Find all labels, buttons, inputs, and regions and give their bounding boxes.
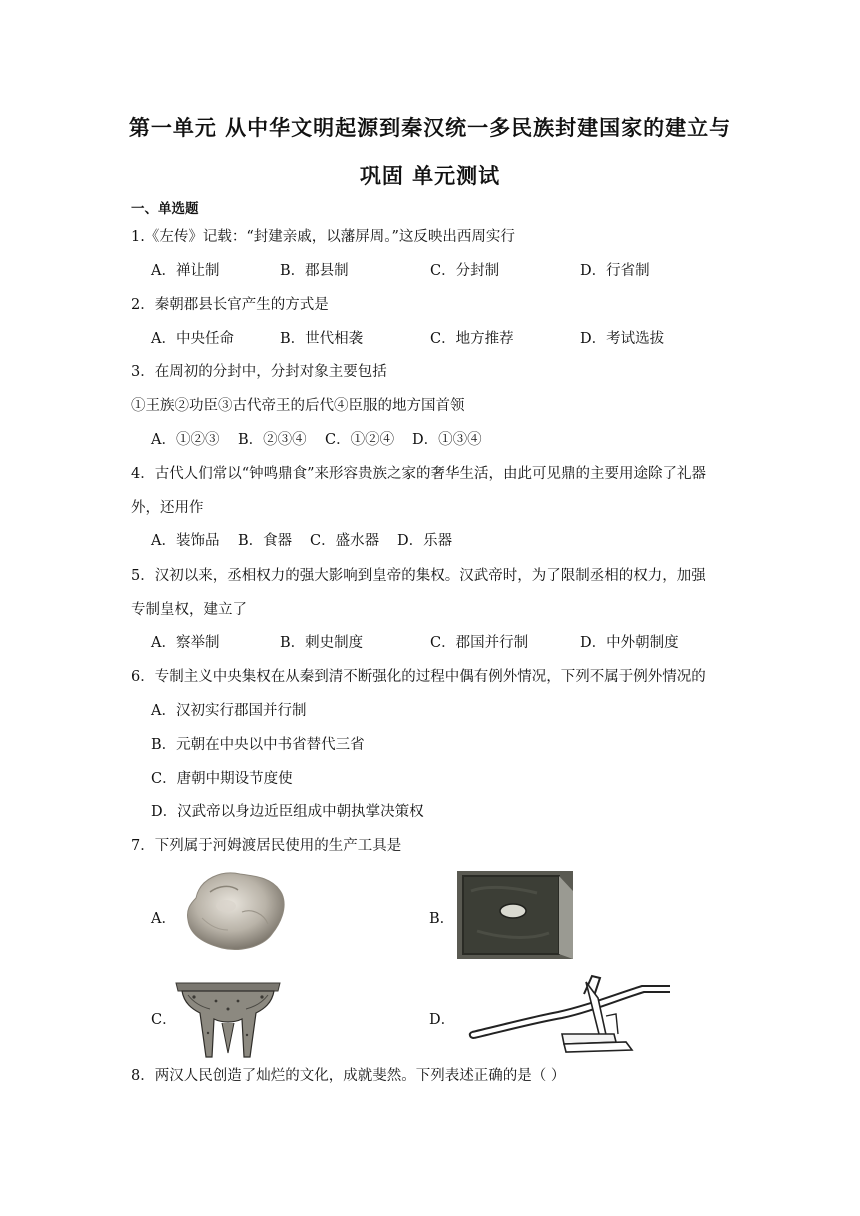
question-1-stem: 1.《左传》记载：“封建亲戚，以藩屏周。”这反映出西周实行 <box>131 229 515 245</box>
question-4-option-d[interactable]: D．乐器 <box>397 533 453 549</box>
question-6-option-b[interactable]: B．元朝在中央以中书省替代三省 <box>151 737 365 753</box>
question-1-option-b[interactable]: B．郡县制 <box>280 263 349 279</box>
question-7-option-a[interactable]: A． <box>151 911 176 927</box>
question-5-option-a[interactable]: A．察举制 <box>151 635 220 651</box>
page-title-line-2: 巩固 单元测试 <box>359 164 501 188</box>
page-title-line-1: 第一单元 从中华文明起源到秦汉统一多民族封建国家的建立与 <box>128 116 732 140</box>
question-4-option-a[interactable]: A．装饰品 <box>151 533 220 549</box>
question-5-stem-line-2: 专制皇权，建立了 <box>131 602 247 618</box>
question-8-stem: 8．两汉人民创造了灿烂的文化，成就斐然。下列表述正确的是（ ） <box>131 1068 566 1084</box>
question-1-option-a[interactable]: A．禅让制 <box>151 263 220 279</box>
question-7-stem: 7．下列属于河姆渡居民使用的生产工具是 <box>131 838 402 854</box>
question-6-stem: 6．专制主义中央集权在从秦到清不断强化的过程中偶有例外情况，下列不属于例外情况的 <box>131 669 706 685</box>
question-4-option-c[interactable]: C．盛水器 <box>310 533 380 549</box>
question-5-option-c[interactable]: C．郡国并行制 <box>430 635 529 651</box>
question-3-stem-line-2: ①王族②功臣③古代帝王的后代④臣服的地方国首领 <box>131 398 465 414</box>
question-5-option-b[interactable]: B．刺史制度 <box>280 635 364 651</box>
question-2-option-c[interactable]: C．地方推荐 <box>430 331 514 347</box>
question-3-option-a[interactable]: A．①②③ <box>151 432 220 448</box>
question-3-stem: 3．在周初的分封中，分封对象主要包括 <box>131 364 387 380</box>
plough-image[interactable] <box>466 972 672 1064</box>
question-4-stem-line-2: 外，还用作 <box>131 500 204 516</box>
question-3-option-d[interactable]: D．①③④ <box>412 432 482 448</box>
stone-tool-image[interactable] <box>182 868 290 954</box>
question-4-option-b[interactable]: B．食器 <box>238 533 293 549</box>
question-7-option-c[interactable]: C． <box>151 1012 177 1028</box>
question-5-stem: 5．汉初以来，丞相权力的强大影响到皇帝的集权。汉武帝时，为了限制丞相的权力，加强 <box>131 568 706 584</box>
question-1-option-c[interactable]: C．分封制 <box>430 263 500 279</box>
question-2-option-d[interactable]: D．考试选拔 <box>580 331 665 347</box>
jade-disc-image[interactable] <box>457 871 573 959</box>
question-5-option-d[interactable]: D．中外朝制度 <box>580 635 679 651</box>
question-3-option-b[interactable]: B．②③④ <box>238 432 307 448</box>
question-6-option-d[interactable]: D．汉武帝以身边近臣组成中朝执掌决策权 <box>151 804 424 820</box>
question-3-option-c[interactable]: C．①②④ <box>325 432 395 448</box>
question-7-option-d[interactable]: D． <box>429 1012 456 1028</box>
question-4-stem: 4．古代人们常以“钟鸣鼎食”来形容贵族之家的奢华生活，由此可见鼎的主要用途除了礼器 <box>131 466 707 482</box>
question-6-option-a[interactable]: A．汉初实行郡国并行制 <box>151 703 307 719</box>
question-1-option-d[interactable]: D．行省制 <box>580 263 650 279</box>
question-2-option-a[interactable]: A．中央任命 <box>151 331 234 347</box>
question-6-option-c[interactable]: C．唐朝中期设节度使 <box>151 771 293 787</box>
question-2-stem: 2．秦朝郡县长官产生的方式是 <box>131 297 329 313</box>
section-heading: 一、单选题 <box>131 201 199 217</box>
question-7-option-b[interactable]: B． <box>429 911 455 927</box>
bronze-tripod-image[interactable] <box>172 973 284 1059</box>
question-2-option-b[interactable]: B．世代相袭 <box>280 331 364 347</box>
